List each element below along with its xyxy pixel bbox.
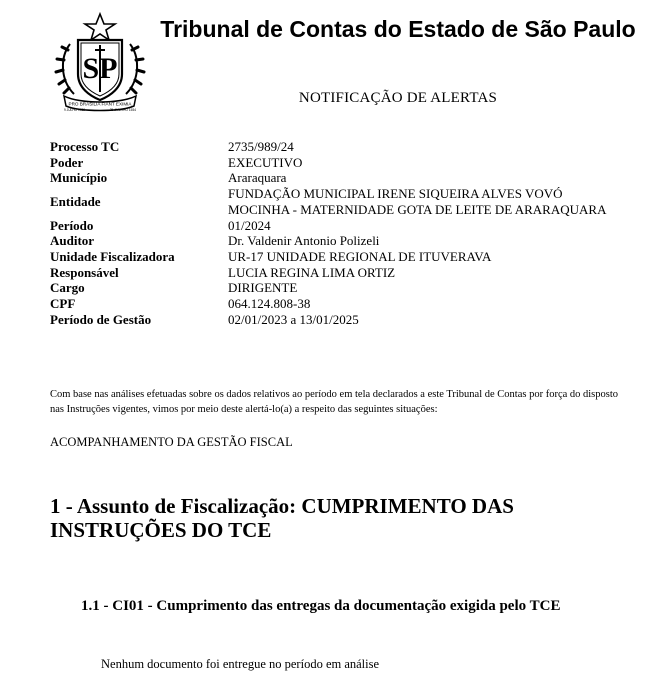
field-row-auditor bbox=[50, 233, 620, 249]
field-label: Período de Gestão bbox=[50, 311, 152, 327]
subject-heading: 1 - Assunto de Fiscalização: CUMPRIMENTO DAS INSTRUÇÕES DO TCE bbox=[50, 494, 514, 542]
organization-name: Tribunal de Contas do Estado de São Paulo bbox=[160, 16, 636, 42]
field-label: Poder bbox=[50, 154, 84, 170]
field-row-municipio bbox=[50, 170, 620, 186]
field-row-processo bbox=[50, 139, 620, 155]
field-value: 01/2024 bbox=[228, 217, 271, 233]
field-label: Período bbox=[50, 217, 94, 233]
field-value: Dr. Valdenir Antonio Polizeli bbox=[228, 233, 380, 249]
field-row-responsavel bbox=[50, 265, 620, 281]
logo-date-left: 9 JULHO 1932 bbox=[64, 108, 86, 112]
field-row-periodo bbox=[50, 218, 620, 234]
item-heading: 1.1 - CI01 - Cumprimento das entregas da documentação exigida pelo TCE bbox=[81, 598, 561, 614]
field-value: Araraquara bbox=[228, 170, 287, 186]
field-value: UR-17 UNIDADE REGIONAL DE ITUVERAVA bbox=[228, 248, 492, 264]
field-row-cpf bbox=[50, 296, 620, 312]
field-label: Cargo bbox=[50, 280, 85, 296]
field-label: Responsável bbox=[50, 264, 119, 280]
field-label: Auditor bbox=[50, 233, 95, 249]
field-row-poder bbox=[50, 155, 620, 171]
process-details bbox=[50, 139, 620, 327]
field-value: 2735/989/24 bbox=[228, 139, 294, 154]
field-label: Município bbox=[50, 170, 108, 186]
field-label: Entidade bbox=[50, 193, 101, 209]
logo-date-right: 25 JANEIRO 1554 bbox=[109, 108, 136, 112]
document-title: NOTIFICAÇÃO DE ALERTAS bbox=[298, 90, 498, 106]
sao-paulo-coat-of-arms-logo bbox=[50, 12, 150, 112]
logo-monogram: SP bbox=[82, 52, 118, 85]
field-value: 064.124.808-38 bbox=[228, 296, 311, 312]
field-row-unidade bbox=[50, 249, 620, 265]
field-label: Unidade Fiscalizadora bbox=[50, 248, 175, 264]
field-row-periodo-gestao bbox=[50, 312, 620, 328]
field-value: DIRIGENTE bbox=[228, 280, 298, 296]
field-value: FUNDAÇÃO MUNICIPAL IRENE SIQUEIRA ALVES VOVÓ MOCINHA - MATERNIDADE GOTA DE LEITE DE ARARAQUARA bbox=[228, 186, 607, 217]
field-value: EXECUTIVO bbox=[228, 154, 303, 170]
intro-paragraph: Com base nas análises efetuadas sobre os dados relativos ao período em tela declarados a este Tribunal de Contas por força do disposto nas Instruções vigentes, vimos por meio deste alertá-lo(a) a respeito das seguintes situações: bbox=[50, 389, 619, 415]
field-value: LUCIA REGINA LIMA ORTIZ bbox=[228, 264, 396, 280]
section-label: ACOMPANHAMENTO DA GESTÃO FISCAL bbox=[50, 435, 293, 449]
logo-motto: PRO BRASILIA FIANT EXIMIA bbox=[68, 101, 132, 107]
field-label: CPF bbox=[50, 296, 76, 312]
item-note: Nenhum documento foi entregue no período em análise bbox=[101, 657, 380, 671]
field-row-cargo bbox=[50, 280, 620, 296]
field-label: Processo TC bbox=[50, 139, 120, 154]
field-value: 02/01/2023 a 13/01/2025 bbox=[228, 311, 359, 327]
field-row-entidade bbox=[50, 186, 620, 217]
